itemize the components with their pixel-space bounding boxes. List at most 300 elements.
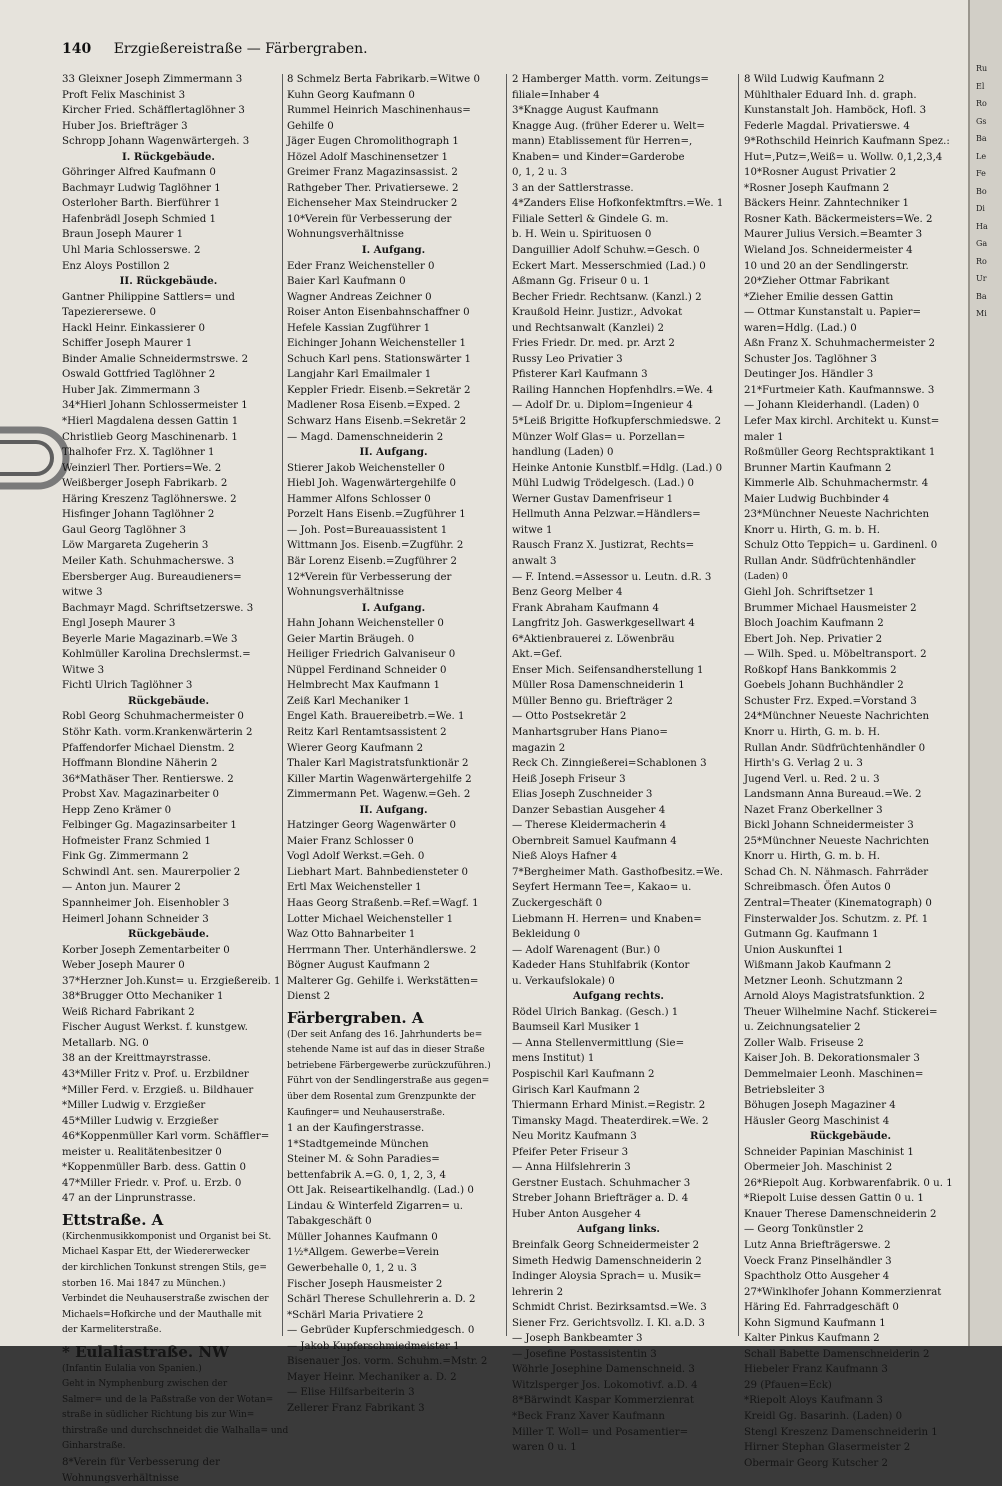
paper-clip-icon: [0, 400, 60, 530]
directory-entry: Hirth's G. Verlag 2 u. 3: [744, 758, 863, 770]
directory-entry: magazin 2: [512, 742, 566, 754]
directory-entry: Heimerl Johann Schneider 3: [62, 913, 209, 925]
directory-entry: Rummel Heinrich Maschinenhaus=: [287, 105, 471, 117]
directory-entry: Roiser Anton Eisenbahnschaffner 0: [287, 307, 470, 319]
directory-entry: bettenfabrik A.=G. 0, 1, 2, 3, 4: [287, 1169, 446, 1181]
edge-fragment: Ha: [976, 221, 988, 231]
directory-entry: Hut=,Putz=,Weiß= u. Wollw. 0,1,2,3,4: [744, 151, 943, 163]
directory-entry: Liebhart Mart. Bahnbediensteter 0: [287, 866, 469, 878]
edge-fragment: Ro: [976, 99, 987, 108]
directory-entry: Nüppel Ferdinand Schneider 0: [287, 664, 447, 676]
directory-entry: Thaler Karl Magistratsfunktionär 2: [287, 758, 469, 770]
directory-entry: 4*Zanders Elise Hofkonfektmftrs.=We. 1: [512, 198, 724, 210]
directory-entry: waren=Hdlg. (Lad.) 0: [744, 322, 857, 334]
directory-entry: Metallarb. NG. 0: [62, 1037, 149, 1049]
directory-entry: Wierer Georg Kaufmann 2: [287, 742, 424, 754]
directory-entry: Bögner August Kaufmann 2: [287, 960, 430, 972]
directory-entry: Knorr u. Hirth, G. m. b. H.: [744, 851, 880, 863]
directory-entry: Proft Felix Maschinist 3: [62, 89, 186, 101]
directory-entry: Bisenauer Jos. vorm. Schuhm.=Mstr. 2: [287, 1356, 488, 1368]
directory-entry: Ertl Max Weichensteller 1: [287, 882, 422, 894]
directory-entry: — Anton jun. Maurer 2: [62, 882, 181, 894]
directory-entry: Müller Johannes Kaufmann 0: [287, 1231, 438, 1243]
directory-entry: Zeiß Karl Mechaniker 1: [287, 695, 410, 707]
directory-entry: Müller Rosa Damenschneiderin 1: [512, 680, 685, 692]
directory-entry: Federle Magdal. Privatierswe. 4: [744, 120, 910, 132]
directory-entry: Langfritz Joh. Gaswerkgesellwart 4: [512, 618, 695, 630]
directory-entry: — Adolf Warenagent (Bur.) 0: [512, 944, 661, 956]
directory-entry: Keppler Friedr. Eisenb.=Sekretär 2: [287, 384, 471, 396]
directory-entry: Gehilfe 0: [287, 120, 334, 132]
directory-entry: Haas Georg Straßenb.=Ref.=Wagf. 1: [287, 897, 479, 909]
directory-entry: Kohn Sigmund Kaufmann 1: [744, 1317, 886, 1329]
directory-entry: Mühl Ludwig Trödelgesch. (Lad.) 0: [512, 478, 695, 490]
directory-entry: 21*Furtmeier Kath. Kaufmannswe. 3: [744, 384, 935, 396]
directory-entry: Aßn Franz X. Schuhmachermeister 2: [744, 338, 936, 350]
directory-entry: *Rosner Joseph Kaufmann 2: [744, 182, 890, 194]
directory-entry: Maurer Julius Versich.=Beamter 3: [744, 229, 923, 241]
directory-entry: Pfisterer Karl Kaufmann 3: [512, 369, 648, 381]
directory-entry: handlung (Laden) 0: [512, 447, 614, 459]
directory-entry: Schiffer Joseph Maurer 1: [62, 338, 193, 350]
directory-entry: Witwe 3: [62, 664, 105, 676]
directory-entry: und Rechtsanwalt (Kanzlei) 2: [512, 322, 665, 334]
directory-entry: witwe 3: [62, 587, 103, 599]
directory-entry: — Georg Tonkünstler 2: [744, 1224, 864, 1236]
directory-entry: Union Auskunftei 1: [744, 944, 844, 956]
directory-entry: Bachmayr Magd. Schriftsetzerswe. 3: [62, 602, 254, 614]
directory-entry: Eichinger Johann Weichensteller 1: [287, 338, 466, 350]
directory-entry: Rullan Andr. Südfrüchtenhändler 0: [744, 742, 926, 754]
directory-entry: Nazet Franz Oberkellner 3: [744, 804, 883, 816]
directory-entry: Kaiser Joh. B. Dekorationsmaler 3: [744, 1053, 920, 1065]
directory-entry: Witzlsperger Jos. Lokomotivf. a.D. 4: [512, 1379, 698, 1391]
directory-entry: *Schärl Maria Privatiere 2: [287, 1309, 424, 1321]
directory-entry: Weißberger Joseph Fabrikarb. 2: [62, 478, 228, 490]
directory-entry: Zuckergeschäft 0: [512, 897, 603, 909]
directory-entry: 0, 1, 2 u. 3: [512, 167, 568, 179]
directory-entry: Finsterwalder Jos. Schutzm. z. Pf. 1: [744, 913, 929, 925]
directory-entry: Lotter Michael Weichensteller 1: [287, 913, 454, 925]
directory-entry: 5*Leiß Brigitte Hofkupferschmiedswe. 2: [512, 416, 722, 428]
directory-entry: I. Aufgang.: [361, 601, 426, 614]
directory-entry: Weinzierl Ther. Portiers=We. 2: [62, 462, 222, 474]
directory-entry: 45*Miller Ludwig v. Erzgießer: [62, 1115, 219, 1127]
directory-entry: Binder Amalie Schneidermstrswe. 2: [62, 353, 249, 365]
directory-entry: Railing Hannchen Hopfenhdlrs.=We. 4: [512, 384, 713, 396]
directory-entry: Liebmann H. Herren= und Knaben=: [512, 913, 702, 925]
directory-entry: 6*Aktienbrauerei z. Löwenbräu: [512, 633, 675, 645]
directory-entry: Kunstanstalt Joh. Hamböck, Hofl. 3: [744, 105, 927, 117]
directory-entry: Ebersberger Aug. Bureaudieners=: [62, 571, 242, 583]
directory-entry: Schuster Jos. Taglöhner 3: [744, 353, 877, 365]
edge-fragment: Gs: [976, 116, 987, 126]
directory-entry: Göhringer Alfred Kaufmann 0: [62, 167, 216, 179]
directory-entry: Waz Otto Bahnarbeiter 1: [287, 929, 416, 941]
directory-entry: Voeck Franz Pinselhändler 3: [744, 1255, 892, 1267]
directory-entry: Zoller Walb. Friseuse 2: [744, 1037, 864, 1049]
directory-entry: Maier Ludwig Buchbinder 4: [744, 493, 890, 505]
directory-entry: Indinger Aloysia Sprach= u. Musik=: [512, 1271, 702, 1283]
directory-entry: 47 an der Linprunstrasse.: [62, 1193, 196, 1205]
directory-entry: Häring Ed. Fahrradgeschäft 0: [744, 1302, 899, 1314]
directory-entry: Madlener Rosa Eisenb.=Exped. 2: [287, 400, 461, 412]
directory-entry: Neu Moritz Kaufmann 3: [512, 1131, 637, 1143]
directory-entry: Lindau & Winterfeld Zigarren= u.: [287, 1200, 464, 1212]
directory-entry: Baumseil Karl Musiker 1: [512, 1022, 641, 1034]
directory-entry: Braun Joseph Maurer 1: [62, 229, 184, 241]
directory-entry: stehende Name ist auf das in dieser Straße: [287, 1045, 485, 1056]
directory-entry: Michael Kaspar Ett, der Wiedererwecker: [62, 1247, 250, 1258]
directory-entry: Kadeder Hans Stuhlfabrik (Kontor: [512, 960, 690, 972]
directory-entry: Lutz Anna Briefträgerswe. 2: [744, 1240, 891, 1252]
directory-entry: Robl Georg Schuhmachermeister 0: [62, 711, 244, 723]
directory-entry: — Joh. Post=Bureauassistent 1: [287, 524, 448, 536]
directory-entry: Engl Joseph Maurer 3: [62, 618, 176, 630]
directory-entry: u. Verkaufslokale) 0: [512, 975, 615, 987]
directory-entry: mens Institut) 1: [512, 1053, 595, 1065]
directory-entry: Kraußold Heinr. Justizr., Advokat: [512, 307, 683, 319]
directory-entry: Hellmuth Anna Pelzwar.=Händlers=: [512, 509, 701, 521]
directory-entry: Engel Kath. Brauereibetrb.=We. 1: [287, 711, 465, 723]
directory-entry: Schropp Johann Wagenwärtergeh. 3: [62, 136, 250, 148]
directory-entry: Knaben= und Kinder=Garderobe: [512, 151, 685, 163]
directory-entry: Rückgebäude.: [127, 928, 210, 941]
directory-entry: Kaufinger= und Neuhauserstraße.: [287, 1107, 445, 1118]
directory-entry: Jäger Eugen Chromolithograph 1: [287, 136, 459, 148]
directory-entry: meister u. Realitätenbesitzer 0: [62, 1146, 222, 1158]
directory-entry: Streber Johann Briefträger a. D. 4: [512, 1193, 689, 1205]
directory-entry: Hoffmann Blondine Näherin 2: [62, 758, 218, 770]
directory-entry: Hefele Kassian Zugführer 1: [287, 322, 431, 334]
edge-fragment: Ba: [976, 291, 987, 301]
directory-entry: b. H. Wein u. Spirituosen 0: [512, 229, 652, 241]
directory-entry: Wißmann Jakob Kaufmann 2: [744, 960, 892, 972]
directory-entry: Ettstraße. A: [62, 1210, 164, 1229]
directory-entry: Münzer Wolf Glas= u. Porzellan=: [512, 431, 686, 443]
directory-entry: Filiale Setterl & Gindele G. m.: [512, 213, 669, 225]
directory-entry: Roßkopf Hans Bankkommis 2: [744, 664, 897, 676]
directory-entry: Bäckers Heinr. Zahntechniker 1: [744, 198, 910, 210]
directory-entry: 9*Rothschild Heinrich Kaufmann Spez.:: [744, 136, 950, 148]
directory-entry: Reck Ch. Zinngießerei=Schablonen 3: [512, 758, 707, 770]
directory-entry: Frank Abraham Kaufmann 4: [512, 602, 659, 614]
directory-entry: Schad Ch. N. Nähmasch. Fahrräder: [744, 866, 929, 878]
directory-entry: Schall Babette Damenschneiderin 2: [744, 1348, 930, 1360]
directory-entry: Enz Aloys Postillon 2: [62, 260, 170, 272]
directory-entry: Lefer Max kirchl. Architekt u. Kunst=: [744, 416, 940, 428]
directory-entry: Reitz Karl Rentamtsassistent 2: [287, 726, 447, 738]
directory-entry: Akt.=Gef.: [512, 649, 563, 661]
directory-entry: Rückgebäude.: [127, 694, 210, 707]
edge-fragment: Bo: [976, 186, 987, 196]
directory-entry: Deutinger Jos. Händler 3: [744, 369, 874, 381]
directory-entry: Bär Lorenz Eisenb.=Zugführer 2: [287, 555, 457, 567]
directory-entry: 33 Gleixner Joseph Zimmermann 3: [62, 74, 243, 85]
directory-entry: Elias Joseph Zuschneider 3: [512, 789, 653, 801]
directory-entry: Schulz Otto Teppich= u. Gardinenl. 0: [744, 540, 938, 552]
directory-entry: Wagner Andreas Zeichner 0: [287, 291, 432, 303]
directory-entry: Zimmermann Pet. Wagenw.=Geh. 2: [287, 789, 471, 801]
directory-entry: Fink Gg. Zimmermann 2: [62, 851, 189, 863]
directory-entry: Werner Gustav Damenfriseur 1: [512, 493, 674, 505]
directory-entry: Kuhn Georg Kaufmann 0: [287, 89, 415, 101]
directory-entry: Landsmann Anna Bureaud.=We. 2: [744, 789, 922, 801]
directory-entry: Miller T. Woll= und Posamentier=: [512, 1426, 689, 1438]
directory-entry: der kirchlichen Tonkunst strengen Stils, ge=: [62, 1263, 267, 1274]
directory-entry: *Hierl Magdalena dessen Gattin 1: [62, 416, 239, 428]
directory-entry: Hammer Alfons Schlosser 0: [287, 493, 431, 505]
directory-entry: — Elise Hilfsarbeiterin 3: [287, 1387, 415, 1399]
column-divider: [738, 74, 739, 1336]
directory-entry: Porzelt Hans Eisenb.=Zugführer 1: [287, 509, 466, 521]
directory-entry: Becher Friedr. Rechtsanw. (Kanzl.) 2: [512, 291, 702, 303]
directory-entry: witwe 1: [512, 524, 553, 536]
directory-entry: 3*Knagge August Kaufmann: [512, 105, 659, 117]
directory-entry: anwalt 3: [512, 555, 557, 567]
directory-entry: Steiner M. & Sohn Paradies=: [287, 1154, 440, 1166]
directory-entry: Kircher Fried. Schäfflertaglöhner 3: [62, 105, 245, 117]
directory-entry: Timansky Magd. Theaterdirek.=We. 2: [512, 1115, 709, 1127]
directory-entry: Wohnungsverhältnisse: [287, 229, 404, 241]
directory-entry: Schwarz Hans Eisenb.=Sekretär 2: [287, 416, 467, 428]
directory-entry: Baier Karl Kaufmann 0: [287, 276, 406, 288]
directory-entry: Huber Anton Ausgeher 4: [512, 1208, 641, 1220]
directory-entry: Heinke Antonie Kunstblf.=Hdlg. (Lad.) 0: [512, 462, 723, 474]
directory-entry: Heiß Joseph Friseur 3: [512, 773, 626, 785]
directory-column-1: [62, 72, 289, 1484]
directory-entry: Oswald Gottfried Taglöhner 2: [62, 369, 216, 381]
directory-entry: Hofmeister Franz Schmied 1: [62, 835, 211, 847]
directory-entry: *Miller Ferd. v. Erzgieß. u. Bildhauer: [62, 1084, 254, 1096]
directory-entry: Killer Martin Wagenwärtergehilfe 2: [287, 773, 472, 785]
directory-entry: Weiß Richard Fabrikant 2: [62, 1006, 195, 1018]
directory-entry: — F. Intend.=Assessor u. Leutn. d.R. 3: [512, 571, 712, 583]
directory-entry: Eckert Mart. Messerschmied (Lad.) 0: [512, 260, 706, 272]
directory-entry: Stöhr Kath. vorm.Krankenwärterin 2: [62, 726, 253, 738]
directory-entry: — Gebrüder Kupferschmiedgesch. 0: [287, 1325, 475, 1337]
directory-entry: Fischer Joseph Hausmeister 2: [287, 1278, 443, 1290]
directory-entry: Häusler Georg Maschinist 4: [744, 1115, 890, 1127]
directory-entry: 47*Miller Friedr. v. Prof. u. Erzb. 0: [62, 1177, 242, 1189]
directory-entry: 34*Hierl Johann Schlossermeister 1: [62, 400, 248, 412]
directory-entry: Osterloher Barth. Bierführer 1: [62, 198, 221, 210]
directory-entry: betriebene Färbergewerbe zurückzuführen.): [287, 1060, 491, 1071]
page-header: [62, 41, 942, 63]
directory-entry: Knorr u. Hirth, G. m. b. H.: [744, 726, 880, 738]
directory-entry: — Johann Kleiderhandl. (Laden) 0: [744, 400, 920, 412]
directory-entry: 10*Verein für Verbesserung der: [287, 213, 452, 225]
directory-entry: Arnold Aloys Magistratsfunktion. 2: [744, 991, 925, 1003]
directory-entry: Kreidl Gg. Basarinh. (Laden) 0: [744, 1411, 903, 1423]
directory-entry: Schärl Therese Schullehrerin a. D. 2: [287, 1294, 476, 1306]
directory-entry: 38*Brugger Otto Mechaniker 1: [62, 991, 224, 1003]
directory-entry: 43*Miller Fritz v. Prof. u. Erzbildner: [62, 1069, 249, 1080]
directory-entry: Fischer August Werkst. f. kunstgew.: [62, 1022, 248, 1034]
directory-entry: Rosner Kath. Bäckermeisters=We. 2: [744, 213, 933, 225]
directory-entry: — Jakob Kupferschmiedmeister 1: [287, 1340, 460, 1352]
directory-entry: Ott Jak. Reiseartikelhandlg. (Lad.) 0: [287, 1185, 474, 1197]
directory-entry: Hirner Stephan Glasermeister 2: [744, 1442, 911, 1454]
directory-entry: Wöhrle Josephine Damenschneid. 3: [512, 1364, 695, 1376]
directory-entry: Pfeifer Peter Friseur 3: [512, 1146, 629, 1158]
directory-entry: 27*Winklhofer Johann Kommerzienrat: [744, 1286, 942, 1298]
directory-entry: Danzer Sebastian Ausgeher 4: [512, 804, 666, 816]
directory-entry: I. Aufgang.: [361, 244, 426, 257]
directory-entry: 3 an der Sattlerstrasse.: [512, 182, 634, 194]
directory-entry: Rödel Ulrich Bankag. (Gesch.) 1: [512, 1006, 679, 1018]
directory-entry: Stengl Kreszenz Damenschneiderin 1: [744, 1426, 938, 1438]
edge-fragment: Mi: [976, 309, 987, 318]
directory-entry: Tabakgeschäft 0: [287, 1216, 372, 1228]
directory-entry: Hiebl Joh. Wagenwärtergehilfe 0: [287, 478, 457, 490]
directory-entry: Geier Martin Bräugeh. 0: [287, 633, 415, 645]
directory-entry: 8*Bärwindt Kaspar Kommerzienrat: [512, 1395, 694, 1407]
directory-entry: 37*Herzner Joh.Kunst= u. Erzgießereib. 1: [62, 975, 281, 987]
edge-fragment: Ba: [976, 134, 987, 143]
adjacent-page-edge: [968, 0, 1002, 1346]
directory-entry: Zentral=Theater (Kinematograph) 0: [744, 897, 932, 909]
directory-entry: Nieß Aloys Hafner 4: [512, 851, 618, 863]
directory-entry: Hözel Adolf Maschinensetzer 1: [287, 151, 448, 163]
directory-entry: Danguillier Adolf Schuhw.=Gesch. 0: [512, 245, 700, 257]
directory-entry: Spachtholz Otto Ausgeher 4: [744, 1271, 890, 1283]
directory-entry: Zellerer Franz Fabrikant 3: [287, 1402, 425, 1414]
directory-entry: Maier Franz Schlosser 0: [287, 835, 414, 847]
directory-entry: 25*Münchner Neueste Nachrichten: [744, 835, 930, 847]
directory-entry: Spannheimer Joh. Eisenhobler 3: [62, 897, 230, 909]
directory-entry: Betriebsleiter 3: [744, 1084, 825, 1096]
directory-entry: — Adolf Dr. u. Diplom=Ingenieur 4: [512, 400, 693, 412]
directory-entry: Christlieb Georg Maschinenarb. 1: [62, 431, 238, 443]
directory-entry: lehrerin 2: [512, 1286, 564, 1298]
directory-entry: *Zieher Emilie dessen Gattin: [744, 291, 894, 303]
directory-entry: 1½*Allgem. Gewerbe=Verein: [287, 1247, 440, 1259]
directory-entry: Böhugen Joseph Magaziner 4: [744, 1100, 896, 1112]
directory-entry: Thiermann Erhard Minist.=Registr. 2: [512, 1100, 706, 1112]
edge-fragment: Ru: [976, 64, 988, 73]
directory-entry: Helmbrecht Max Kaufmann 1: [287, 680, 440, 692]
directory-entry: Breinfalk Georg Schneidermeister 2: [512, 1240, 700, 1252]
directory-entry: Löw Margareta Zugeherin 3: [62, 540, 209, 552]
directory-entry: Häring Kreszenz Taglöhnerswe. 2: [62, 493, 237, 505]
edge-fragment: Di: [976, 204, 985, 213]
directory-entry: 8*Verein für Verbesserung der: [62, 1457, 220, 1469]
directory-entry: — Joseph Bankbeamter 3: [512, 1333, 643, 1345]
directory-entry: II. Rückgebäude.: [119, 275, 218, 288]
edge-fragment: El: [976, 81, 985, 91]
directory-entry: Schuster Frz. Exped.=Vorstand 3: [744, 695, 917, 707]
directory-entry: Bloch Joachim Kaufmann 2: [744, 618, 884, 630]
directory-entry: — Ottmar Kunstanstalt u. Papier=: [744, 307, 921, 319]
edge-fragment: Fe: [976, 169, 986, 178]
directory-entry: Demmelmaier Leonh. Maschinen=: [744, 1069, 924, 1080]
directory-entry: Vogl Adolf Werkst.=Geh. 0: [287, 851, 425, 863]
directory-entry: Wohnungsverhältnisse: [62, 1472, 179, 1484]
directory-entry: Rausch Franz X. Justizrat, Rechts=: [512, 540, 695, 552]
directory-entry: — Therese Kleidermacherin 4: [512, 820, 667, 832]
directory-entry: Brunner Martin Kaufmann 2: [744, 462, 892, 474]
edge-fragment: Le: [976, 151, 987, 161]
directory-entry: Goebels Johann Buchhändler 2: [744, 680, 904, 692]
edge-fragment: Ro: [976, 256, 987, 266]
directory-entry: Herrmann Ther. Unterhändlerswe. 2: [287, 944, 477, 956]
directory-entry: — Wilh. Sped. u. Möbeltransport. 2: [744, 649, 927, 661]
directory-entry: — Anna Stellenvermittlung (Sie=: [512, 1037, 685, 1049]
directory-entry: Kalter Pinkus Kaufmann 2: [744, 1333, 880, 1345]
directory-entry: Tapezierersewe. 0: [62, 307, 157, 319]
column-divider: [282, 74, 283, 1336]
directory-entry: Probst Xav. Magazinarbeiter 0: [62, 789, 220, 801]
directory-entry: Fries Friedr. Dr. med. pr. Arzt 2: [512, 338, 675, 350]
directory-entry: Meiler Kath. Schuhmacherswe. 3: [62, 555, 235, 567]
directory-entry: Metzner Leonh. Schutzmann 2: [744, 975, 903, 987]
directory-entry: Obermair Georg Kutscher 2: [744, 1457, 888, 1469]
directory-entry: der Karmeliterstraße.: [62, 1325, 162, 1336]
directory-entry: Theuer Wilhelmine Nachf. Stickerei=: [744, 1006, 938, 1018]
directory-entry: 8 Schmelz Berta Fabrikarb.=Witwe 0: [287, 74, 480, 85]
directory-entry: Simeth Hedwig Damenschneiderin 2: [512, 1255, 702, 1267]
edge-fragment: Ga: [976, 239, 988, 248]
directory-entry: Obermeier Joh. Maschinist 2: [744, 1162, 893, 1174]
directory-entry: Wittmann Jos. Eisenb.=Zugführ. 2: [287, 540, 464, 552]
directory-entry: Gaul Georg Taglöhner 3: [62, 524, 186, 536]
directory-entry: Eichenseher Max Steindrucker 2: [287, 198, 458, 210]
directory-entry: Benz Georg Melber 4: [512, 587, 623, 599]
directory-entry: 8 Wild Ludwig Kaufmann 2: [744, 74, 885, 85]
directory-entry: Weber Joseph Maurer 0: [62, 960, 185, 972]
directory-entry: Schuch Karl pens. Stationswärter 1: [287, 353, 471, 365]
directory-entry: 29 (Pfauen=Eck): [744, 1379, 832, 1391]
directory-entry: Enser Mich. Seifensandherstellung 1: [512, 664, 704, 676]
directory-entry: *Miller Ludwig v. Erzgießer: [62, 1100, 206, 1112]
directory-entry: 23*Münchner Neueste Nachrichten: [744, 509, 930, 521]
directory-entry: 10 und 20 an der Sendlingerstr.: [744, 260, 909, 272]
directory-entry: (Laden) 0: [744, 571, 788, 582]
directory-entry: Aufgang rechts.: [573, 990, 664, 1003]
directory-entry: Hatzinger Georg Wagenwärter 0: [287, 820, 456, 832]
edge-fragment: Ur: [976, 274, 987, 283]
directory-entry: — Josefine Postassistentin 3: [512, 1348, 657, 1360]
directory-entry: 46*Koppenmüller Karl vorm. Schäffler=: [62, 1131, 270, 1143]
directory-entry: Roßmüller Georg Rechtspraktikant 1: [744, 447, 936, 459]
directory-entry: 10*Rosner August Privatier 2: [744, 167, 897, 179]
directory-entry: (Kirchenmusikkomponist und Organist bei St.: [62, 1231, 272, 1242]
directory-entry: Eder Franz Weichensteller 0: [287, 260, 435, 272]
directory-entry: * Eulaliastraße. NW: [62, 1342, 229, 1361]
directory-entry: Heiliger Friedrich Galvaniseur 0: [287, 649, 456, 661]
directory-entry: Thalhofer Frz. X. Taglöhner 1: [62, 447, 215, 459]
directory-entry: waren 0 u. 1: [512, 1442, 577, 1454]
directory-entry: *Riepolt Luise dessen Gattin 0 u. 1: [744, 1193, 924, 1205]
directory-entry: Aßmann Gg. Friseur 0 u. 1: [512, 276, 650, 288]
directory-entry: 36*Mathäser Ther. Rentierswe. 2: [62, 773, 234, 785]
directory-entry: Korber Joseph Zementarbeiter 0: [62, 944, 230, 956]
directory-entry: 20*Zieher Ottmar Fabrikant: [744, 276, 890, 288]
directory-column-3: [512, 72, 725, 1454]
directory-entry: Jugend Verl. u. Red. 2 u. 3: [744, 773, 880, 785]
directory-entry: Schreibmasch. Öfen Autos 0: [744, 882, 891, 894]
directory-entry: Hafenbrädl Joseph Schmied 1: [62, 213, 217, 225]
directory-entry: Salmer= und de la Paßstraße von der Wotan=: [62, 1394, 274, 1405]
directory-entry: II. Aufgang.: [359, 803, 428, 816]
directory-entry: Rullan Andr. Südfrüchtenhändler: [744, 555, 916, 567]
directory-entry: Huber Jos. Briefträger 3: [62, 120, 188, 132]
directory-column-2: [287, 72, 500, 1414]
directory-entry: — Magd. Damenschneiderin 2: [287, 431, 444, 443]
directory-entry: Gerstner Eustach. Schuhmacher 3: [512, 1177, 691, 1189]
directory-entry: über dem Rosental zum Grenzpunkte der: [287, 1092, 476, 1102]
